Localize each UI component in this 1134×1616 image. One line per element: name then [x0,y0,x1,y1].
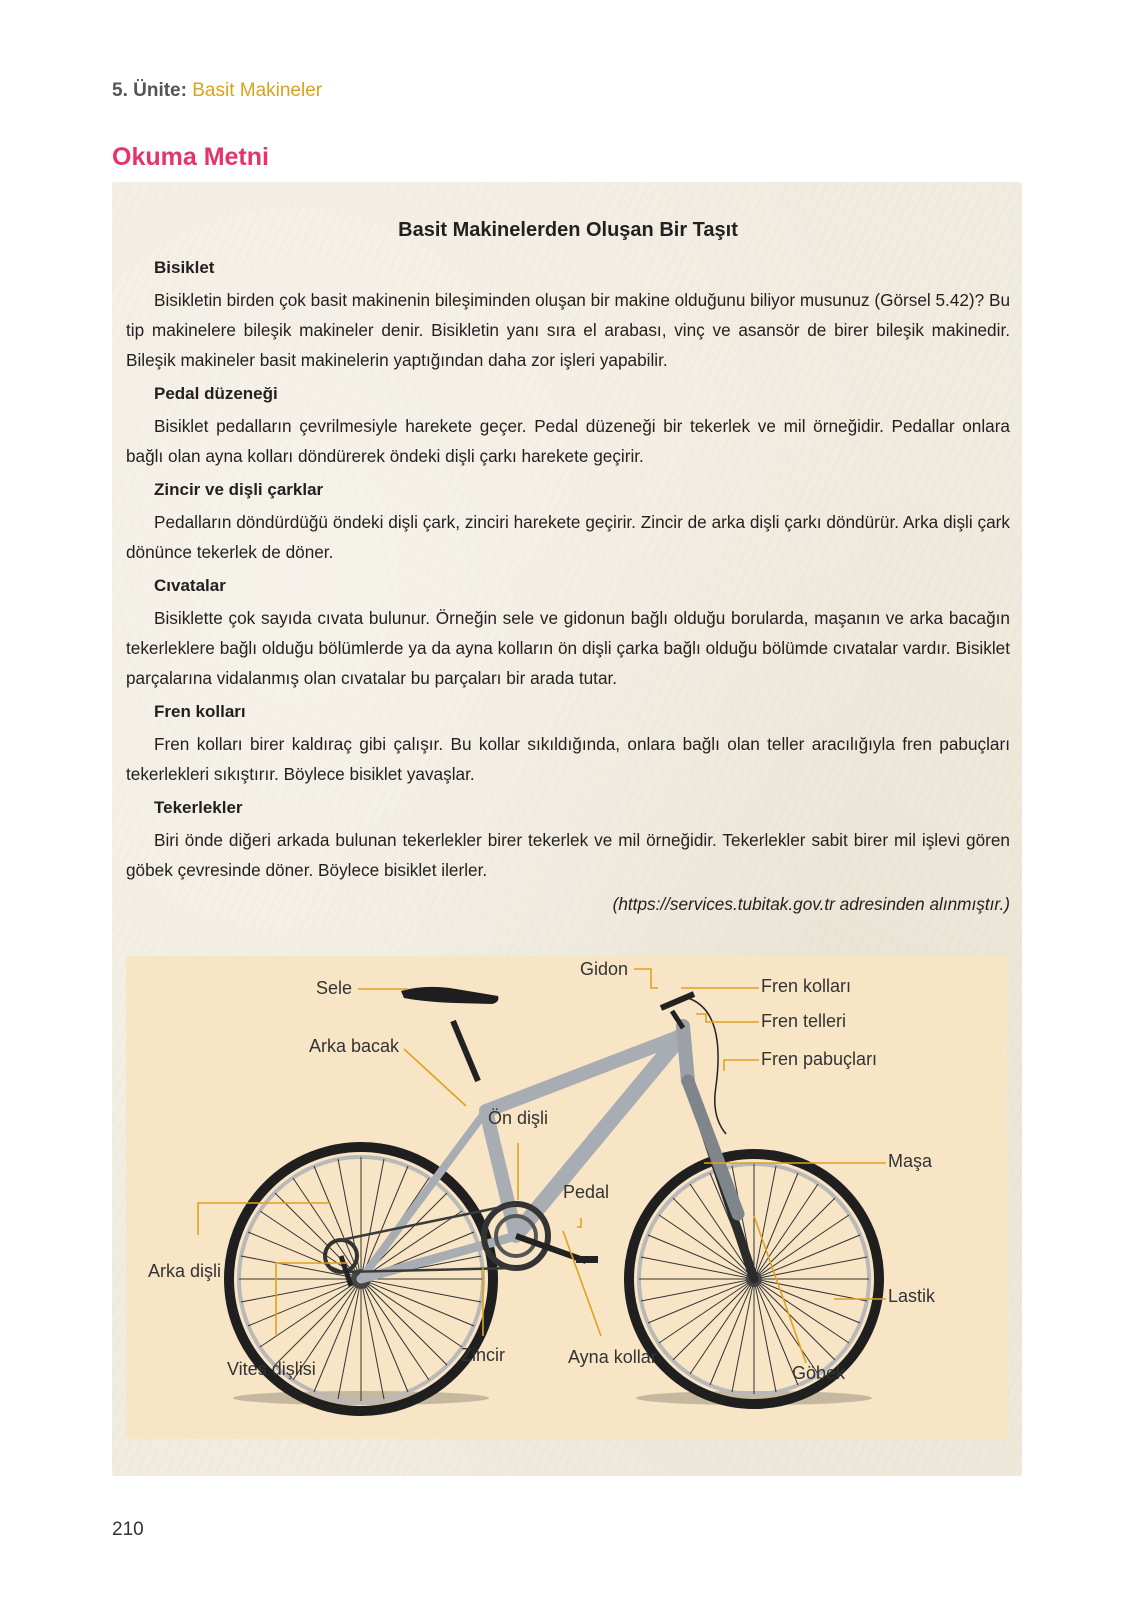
section-paragraph: Bisiklet pedalların çevrilmesiyle harekete geçer. Pedal düzeneği bir tekerlek ve mil örneğidir. Pedallar onlara bağlı olan ayna kolları döndürerek öndeki dişli çarkı harekete geçirir. [126,416,1010,466]
section-paragraph: Biri önde diğeri arkada bulunan tekerlekler birer tekerlek ve mil örneğidir. Tekerlekler sabit birer mil işlevi gören göbek çevresinde döner. Böylece bisiklet ilerler. [126,830,1010,880]
pedal-shape [576,1256,598,1263]
label-gobek: Göbek [792,1363,846,1383]
section-paragraph: Pedalların döndürdüğü öndeki dişli çark, zinciri harekete geçirir. Zincir de arka dişli çarkı döndürür. Arka dişli çark dönünce tekerlek de döner. [126,512,1010,562]
section-paragraph: Fren kolları birer kaldıraç gibi çalışır. Bu kollar sıkıldığında, onlara bağlı olan teller aracılığıyla fren pabuçları tekerlekleri sıkıştırır. Böylece bisiklet yavaşlar. [126,734,1010,784]
unit-name: Basit Makineler [192,80,323,101]
label-on-disli: Ön dişli [488,1108,549,1128]
bicycle-figure [126,956,1007,1439]
section-paragraph: Bisikletin birden çok basit makinenin bileşiminden oluşan bir makine olduğunu biliyor musunuz (Görsel 5.42)? Bu tip makinelere bileşik makineler denir. Bisikletin yanı sıra el arabası, vinç ve asansör de birer bileşik makinedir. Bileşik makineler basit makinelerin yaptığından daha zor işleri yapabilir. [126,290,1011,370]
label-gidon: Gidon [580,959,629,979]
label-zincir: Zincir [461,1345,505,1365]
reading-title: Basit Makinelerden Oluşan Bir Taşıt [398,219,738,241]
source-citation: (https://services.tubitak.gov.tr adresinden alınmıştır.) [612,894,1010,914]
label-fren-kollari: Fren kolları [761,976,852,996]
label-fren-telleri: Fren telleri [761,1011,847,1031]
label-sele: Sele [316,978,353,998]
section-heading: Cıvatalar [154,576,226,595]
label-arka-disli: Arka dişli [148,1261,222,1281]
unit-number: 5. Ünite: [112,80,187,101]
crank-arm [516,1236,586,1261]
section-heading: Zincir ve dişli çarklar [154,480,324,499]
section-title: Okuma Metni [112,143,269,171]
page-number: 210 [112,1519,144,1540]
saddle [401,987,498,1004]
handlebar [661,994,694,1008]
section-heading: Fren kolları [154,702,246,721]
reading-text [126,215,1010,921]
label-pedal: Pedal [563,1182,610,1202]
label-masa: Maşa [888,1151,933,1171]
label-lastik: Lastik [888,1286,936,1306]
section-paragraph: Bisiklette çok sayıda cıvata bulunur. Örneğin sele ve gidonun bağlı olduğu borularda, maşanın ve arka bacağın tekerleklere bağlı olduğu bölümlerde ya da ayna kolların ön dişli çarka bağlı olduğu bölümde cıvatalar vardır. Bisiklet parçalarına vidalanmış olan cıvatalar bu parçaları bir arada tutar. [126,608,1010,688]
seatpost [453,1021,478,1081]
unit-header [112,80,322,102]
label-vites-dislisi: Vites dişlisi [227,1359,316,1379]
section-heading: Bisiklet [154,258,215,277]
section-heading: Pedal düzeneği [154,384,278,403]
label-arka-bacak: Arka bacak [309,1036,400,1056]
section-heading: Tekerlekler [154,798,243,817]
label-fren-pabuclari: Fren pabuçları [761,1049,878,1069]
label-ayna-kollar: Ayna kollar [568,1347,657,1367]
